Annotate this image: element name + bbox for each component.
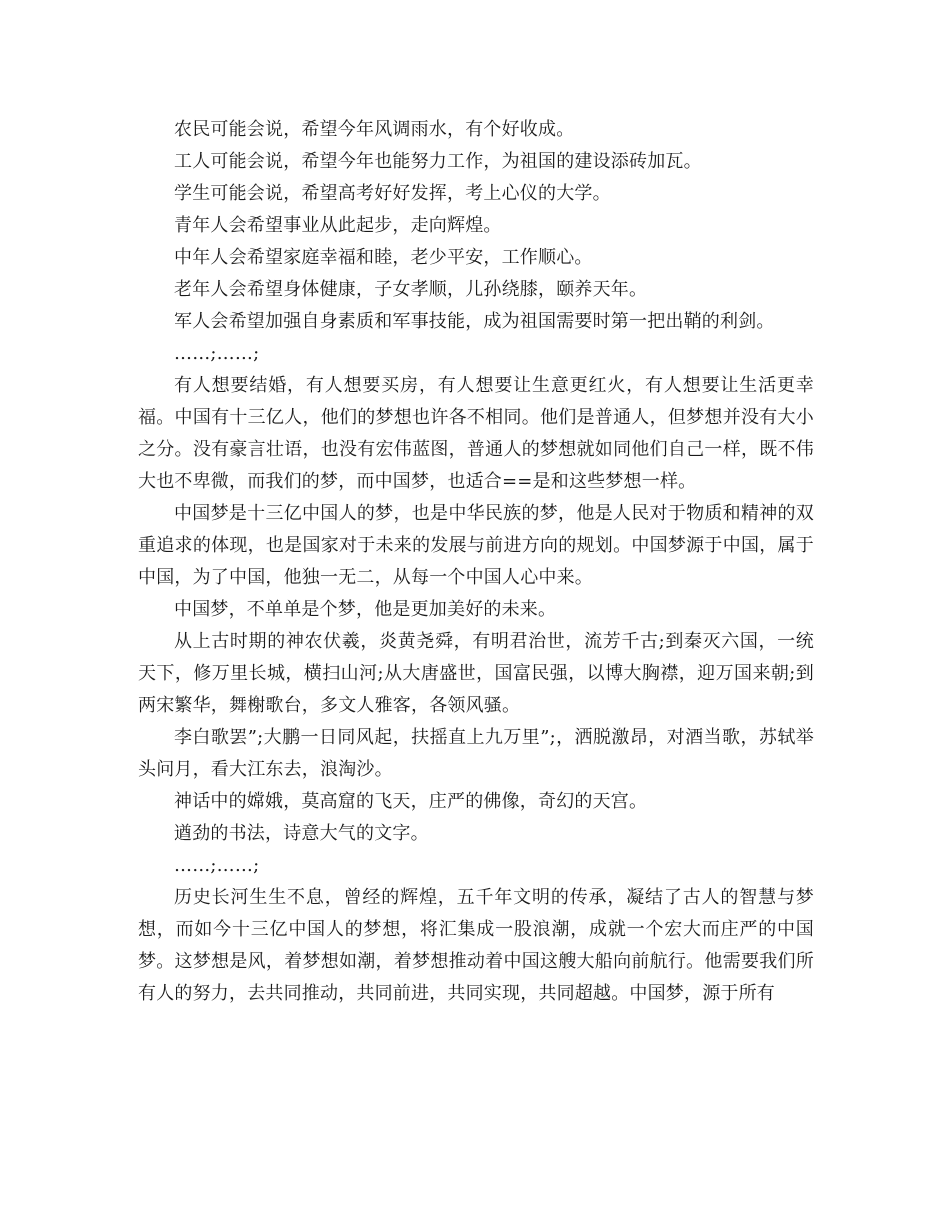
paragraph-students: 学生可能会说，希望高考好好发挥，考上心仪的大学。 <box>174 183 611 204</box>
paragraph-ellipsis-2: ……;……; <box>174 855 260 876</box>
paragraph-workers: 工人可能会说，希望今年也能努力工作，为祖国的建设添砖加瓦。 <box>174 151 702 172</box>
paragraph-poets: 李白歌罢”;大鹏一日同风起，扶摇直上九万里”;，洒脱激昂，对酒当歌，苏轼举头问月，看大江东去，浪淘沙。 <box>138 727 814 780</box>
paragraph-soldiers: 军人会希望加强自身素质和军事技能，成为祖国需要时第一把出鞘的利剑。 <box>174 311 775 332</box>
paragraph-youth: 青年人会希望事业从此起步，走向辉煌。 <box>174 215 502 236</box>
paragraph-ellipsis-1: ……;……; <box>174 343 260 364</box>
paragraph-better-future: 中国梦，不单单是个梦，他是更加美好的未来。 <box>174 599 557 620</box>
paragraph-china-dream-definition: 中国梦是十三亿中国人的梦，也是中华民族的梦，他是人民对于物质和精神的双重追求的体现，也是国家对于未来的发展与前进方向的规划。中国梦源于中国，属于中国，为了中国，他独一无二，从每一个中国人心中来。 <box>138 503 814 588</box>
paragraph-history-river: 历史长河生生不息，曾经的辉煌，五千年文明的传承，凝结了古人的智慧与梦想，而如今十三亿中国人的梦想，将汇集成一股浪潮，成就一个宏大而庄严的中国梦。这梦想是风，着梦想如潮，着梦想推动着中国这艘大船向前航行。他需要我们所有人的努力，去共同推动，共同前进，共同实现，共同超越。中国梦，源于所有 <box>138 887 814 1004</box>
paragraph-elderly: 老年人会希望身体健康，子女孝顺，儿孙绕膝，颐养天年。 <box>174 279 648 300</box>
paragraph-dreams-of-people: 有人想要结婚，有人想要买房，有人想要让生意更红火，有人想要让生活更幸福。中国有十三亿人，他们的梦想也许各不相同。他们是普通人，但梦想并没有大小之分。没有豪言壮语，也没有宏伟蓝图，普通人的梦想就如同他们自己一样，既不伟大也不卑微，而我们的梦，而中国梦，也适合==是和这些梦想一样。 <box>138 375 814 492</box>
paragraph-farmers: 农民可能会说，希望今年风调雨水，有个好收成。 <box>174 119 575 140</box>
document-body <box>138 114 814 1010</box>
paragraph-middle-aged: 中年人会希望家庭幸福和睦，老少平安，工作顺心。 <box>174 247 593 268</box>
paragraph-calligraphy: 遒劲的书法，诗意大气的文字。 <box>174 823 429 844</box>
paragraph-history: 从上古时期的神农伏羲，炎黄尧舜，有明君治世，流芳千古;到秦灭六国，一统天下，修万里长城，横扫山河;从大唐盛世，国富民强，以博大胸襟，迎万国来朝;到两宋繁华，舞榭歌台，多文人雅客，各领风骚。 <box>138 631 814 716</box>
paragraph-myths: 神话中的嫦娥，莫高窟的飞天，庄严的佛像，奇幻的天宫。 <box>174 791 648 812</box>
